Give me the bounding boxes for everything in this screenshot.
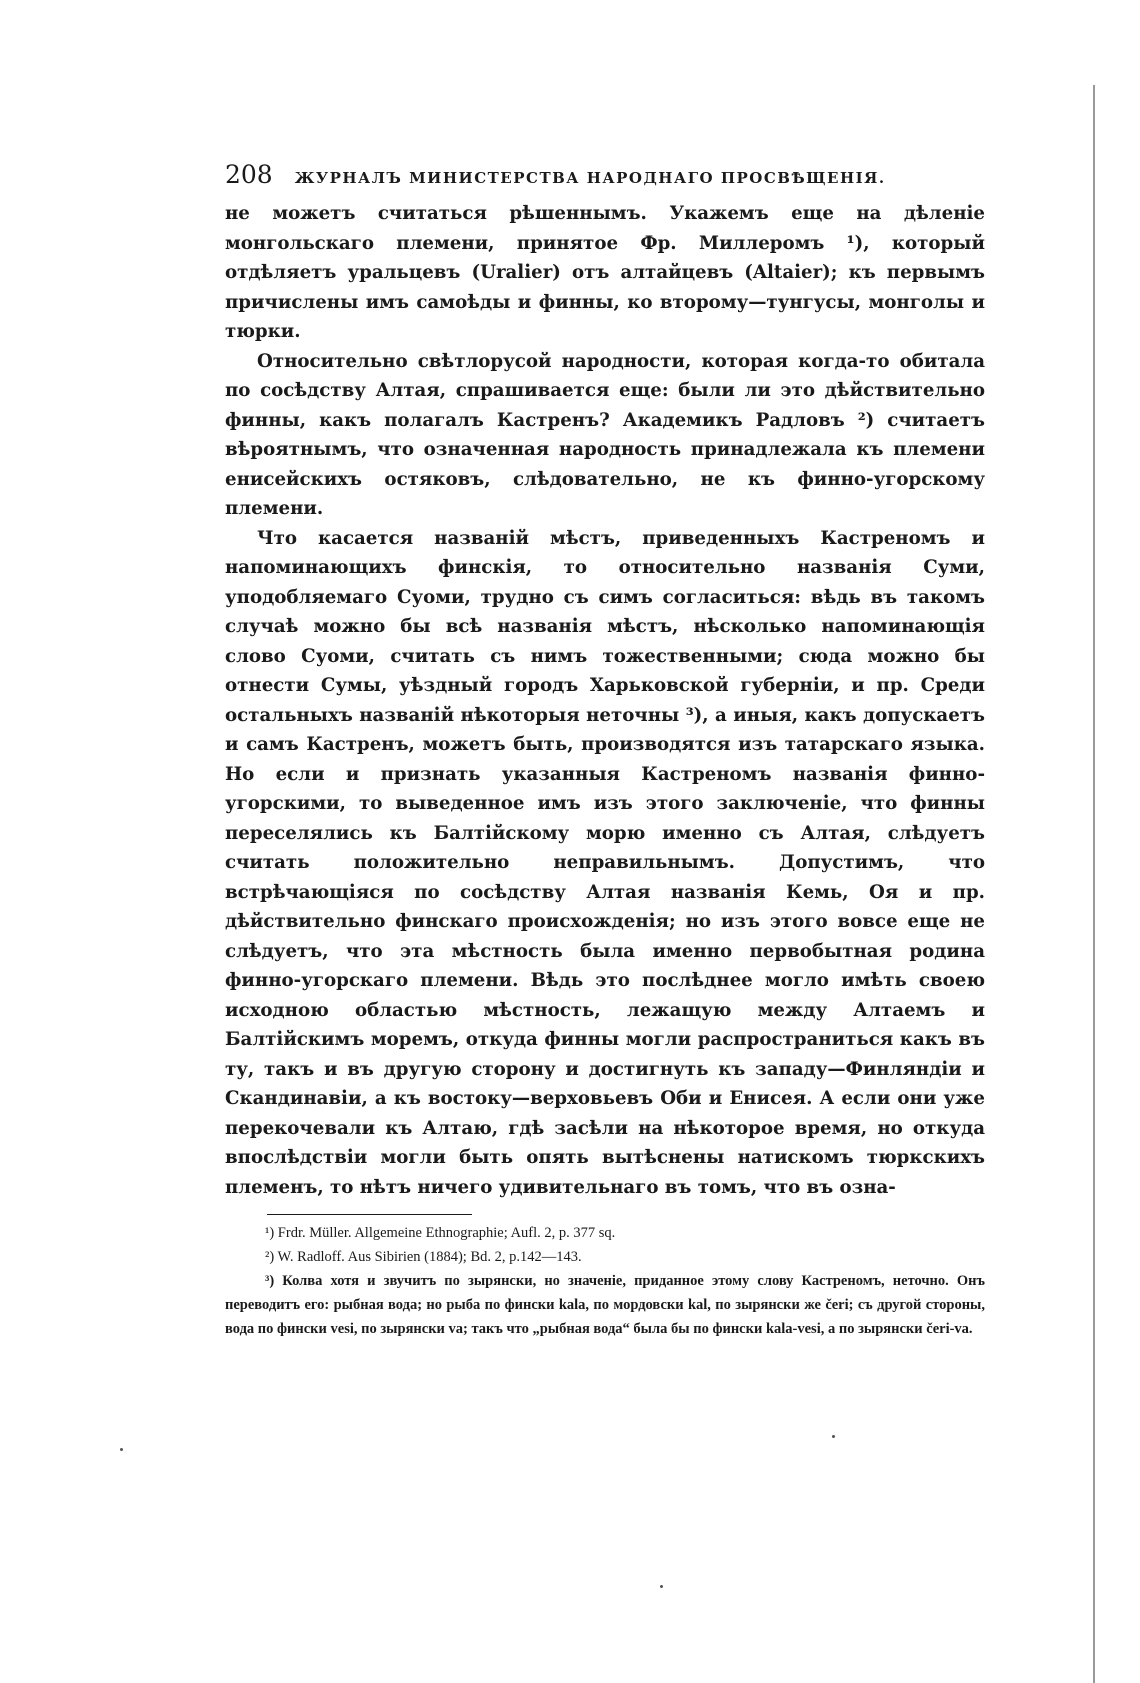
book-page (225, 160, 985, 1341)
footnote: ²) W. Radloff. Aus Sibirien (1884); Bd. 2, p.142—143. (265, 1249, 582, 1265)
page-header (225, 160, 985, 189)
paragraph: Что касается названій мѣстъ, приведенныхъ Кастреномъ и напоминающихъ финскія, то относительно названія Суми, уподобляемаго Суоми, трудно съ симъ согласиться: вѣдь въ такомъ случаѣ можно бы всѣ названія мѣстъ, нѣсколько напоминающія слово Суоми, считать съ нимъ тожественными; сюда можно бы отнести Сумы, уѣздный городъ Харьковской губерніи, и пр. Среди остальныхъ названій нѣкоторыя неточны ³), а иныя, какъ допускаетъ и самъ Кастренъ, можетъ быть, производятся изъ татарскаго языка. Но если и признать указанныя Кастреномъ названія финно-угорскими, то выведенное имъ изъ этого заключеніе, что финны переселялись къ Балтійскому морю именно съ Алтая, слѣдуетъ считать положительно неправильнымъ. Допустимъ, что встрѣчающіяся по сосѣдству Алтая названія Кемь, Оя и пр. дѣйствительно финскаго происхожденія; но изъ этого вовсе еще не слѣдуетъ, что эта мѣстность была именно первобытная родина финно-угорскаго племени. Вѣдь это послѣднее могло имѣть своею исходною областью мѣстность, лежащую между Алтаемъ и Балтійскимъ моремъ, откуда финны могли распространиться какъ въ ту, такъ и въ другую сторону и достигнуть къ западу—Финляндіи и Скандинавіи, а къ востоку—верховьевъ Оби и Енисея. А если они уже перекочевали къ Алтаю, гдѣ засѣли на нѣкоторое время, но откуда впослѣдствіи могли быть опять вытѣснены натискомъ тюркскихъ племенъ, то нѣтъ ничего удивительнаго въ томъ, что въ озна- (225, 527, 985, 1198)
footnote: ³) Колва хотя и звучитъ по зырянски, но значеніе, приданное этому слову Кастреномъ, неточно. Онъ переводитъ его: рыбная вода; но рыба по фински kala, по мордовски kal, по зырянски же čeri; съ другой стороны, вода по фински vesi, по зырянски va; такъ что „рыбная вода“ была бы по фински kala-vesi, а по зырянски čeri-va. (225, 1273, 985, 1337)
paragraph: Относительно свѣтлорусой народности, которая когда-то обитала по сосѣдству Алтая, спрашивается еще: были ли это дѣйствительно финны, какъ полагалъ Кастренъ? Академикъ Радловъ ²) считаетъ вѣроятнымъ, что означенная народность принадлежала къ племени енисейскихъ остяковъ, слѣдовательно, не къ финно-угорскому племени. (225, 350, 985, 519)
footnote: ¹) Frdr. Müller. Allgemeine Ethnographie; Aufl. 2, p. 377 sq. (265, 1225, 616, 1241)
footnote-divider (267, 1214, 472, 1215)
book-spine-edge (1093, 85, 1095, 1683)
running-title: ЖУРНАЛЪ МИНИСТЕРСТВА НАРОДНАГО ПРОСВѢЩЕНІЯ. (294, 169, 886, 187)
footnotes (225, 1221, 985, 1341)
scan-speck (660, 1585, 663, 1588)
scan-speck (120, 1448, 123, 1451)
scan-speck (832, 1435, 835, 1438)
main-text (225, 199, 985, 1202)
page-number: 208 (225, 160, 273, 189)
paragraph: не можетъ считаться рѣшеннымъ. Укажемъ еще на дѣленіе монгольскаго племени, принятое Фр. Миллеромъ ¹), который отдѣляетъ уральцевъ (Uralier) отъ алтайцевъ (Altaier); къ первымъ причислены имъ самоѣды и финны, ко второму—тунгусы, монголы и тюрки. (225, 203, 985, 342)
